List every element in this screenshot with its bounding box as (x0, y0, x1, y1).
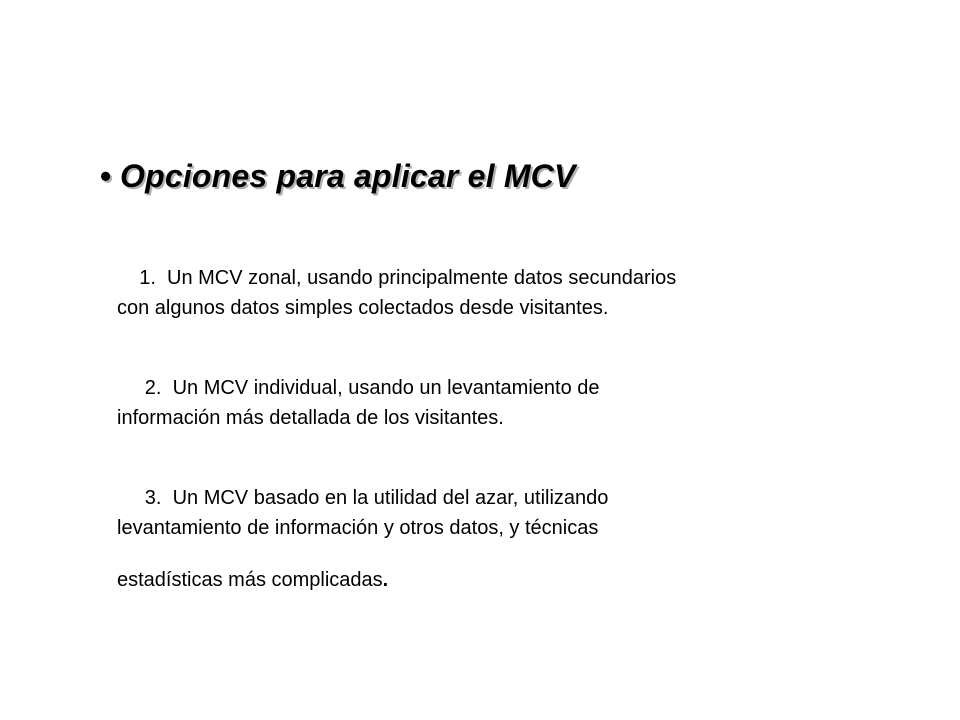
list-item-1 (117, 263, 897, 323)
slide-title: Opciones para aplicar el MCV (120, 158, 576, 194)
list-item-3-period: . (382, 569, 389, 591)
list-item-1-line-2: con algunos datos simples colectados desde visitantes. (117, 297, 609, 319)
list-item-3-line-3 (117, 565, 388, 595)
list-item-2-line-2: información más detallada de los visitantes. (117, 407, 504, 429)
list-item-3-line-2: levantamiento de información y otros datos, y técnicas (117, 517, 599, 539)
list-item-3-line-3-text: estadísticas más complicadas (117, 569, 383, 591)
list-item-3 (117, 483, 897, 543)
list-item-1-line-1: 1. Un MCV zonal, usando principalmente datos secundarios (117, 267, 677, 289)
bullet-icon: • (100, 158, 112, 194)
list-item-3-line-1: 3. Un MCV basado en la utilidad del azar, utilizando (117, 487, 609, 509)
heading-row (100, 160, 576, 192)
list-item-2-line-1: 2. Un MCV individual, usando un levantamiento de (117, 377, 600, 399)
list-item-2 (117, 373, 897, 433)
